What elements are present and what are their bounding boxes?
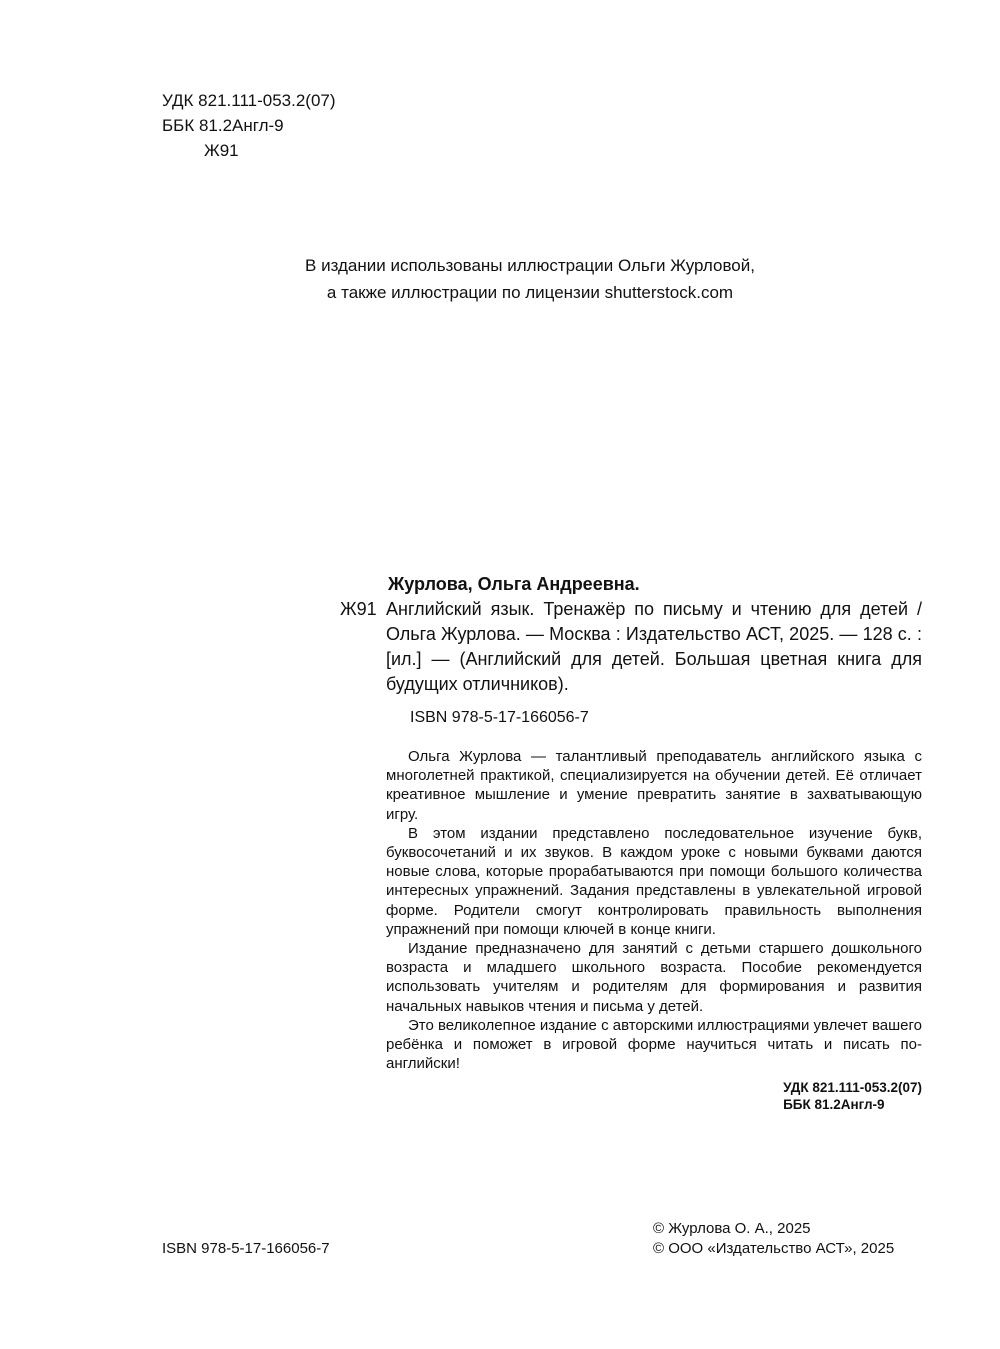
- illustration-credits: [180, 252, 880, 306]
- copyright-author: © Журлова О. А., 2025: [653, 1220, 811, 1237]
- top-classification-codes: [162, 88, 336, 163]
- copyright-publisher: © ООО «Издательство АСТ», 2025: [653, 1240, 895, 1257]
- card-title-entry: Английский язык. Тренажёр по письму и чтению для детей / Ольга Журлова. — Москва : Издательство АСТ, 2025. — 128 с. : [ил.] — (Английский для детей. Большая цветная книга для будущих отличников).: [386, 599, 922, 694]
- author-mark: Ж91: [204, 141, 239, 160]
- card-author-mark: Ж91: [340, 599, 377, 619]
- catalog-card: [340, 572, 922, 1113]
- card-udk-code: УДК 821.111-053.2(07): [783, 1080, 922, 1096]
- card-annotation: [386, 747, 922, 1073]
- credits-line-2: а также иллюстрации по лицензии shutterstock.com: [326, 283, 734, 302]
- card-author: Журлова, Ольга Андреевна.: [388, 574, 640, 594]
- annotation-paragraph: Это великолепное издание с авторскими иллюстрациями увлечет вашего ребёнка и поможет в игровой форме научиться читать и писать по-английски!: [386, 1016, 922, 1073]
- annotation-paragraph: Издание предназначено для занятий с детьми старшего дошкольного возраста и младшего школьного возраста. Пособие рекомендуется использовать учителям и родителям для формирования и развития начальных навыков чтения и письма у детей.: [386, 940, 922, 1015]
- footer-isbn: ISBN 978-5-17-166056-7: [162, 1240, 330, 1257]
- udk-code: УДК 821.111-053.2(07): [162, 91, 336, 110]
- card-bbk-code: ББК 81.2Англ-9: [783, 1097, 885, 1113]
- card-main-entry: [340, 597, 922, 697]
- annotation-paragraph: Ольга Журлова — талантливый преподаватель английского языка с многолетней практикой, специализируется на обучении детей. Её отличает креативное мышление и умение превратить занятие в захватывающую игру.: [386, 748, 922, 823]
- card-isbn: ISBN 978-5-17-166056-7: [410, 709, 589, 726]
- annotation-paragraph: В этом издании представлено последовательное изучение букв, буквосочетаний и их звуков. В каждом уроке с новыми буквами даются новые слова, которые прорабатываются при помощи большого количества интересных упражнений. Задания представлены в увлекательной игровой форме. Родители смогут контролировать правильность выполнения упражнений при помощи ключей в конце книги.: [386, 824, 922, 938]
- bbk-code: ББК 81.2Англ-9: [162, 116, 284, 135]
- credits-line-1: В издании использованы иллюстрации Ольги Журловой,: [305, 256, 755, 275]
- copyright-block: [653, 1219, 894, 1259]
- card-classification-codes: [340, 1079, 922, 1113]
